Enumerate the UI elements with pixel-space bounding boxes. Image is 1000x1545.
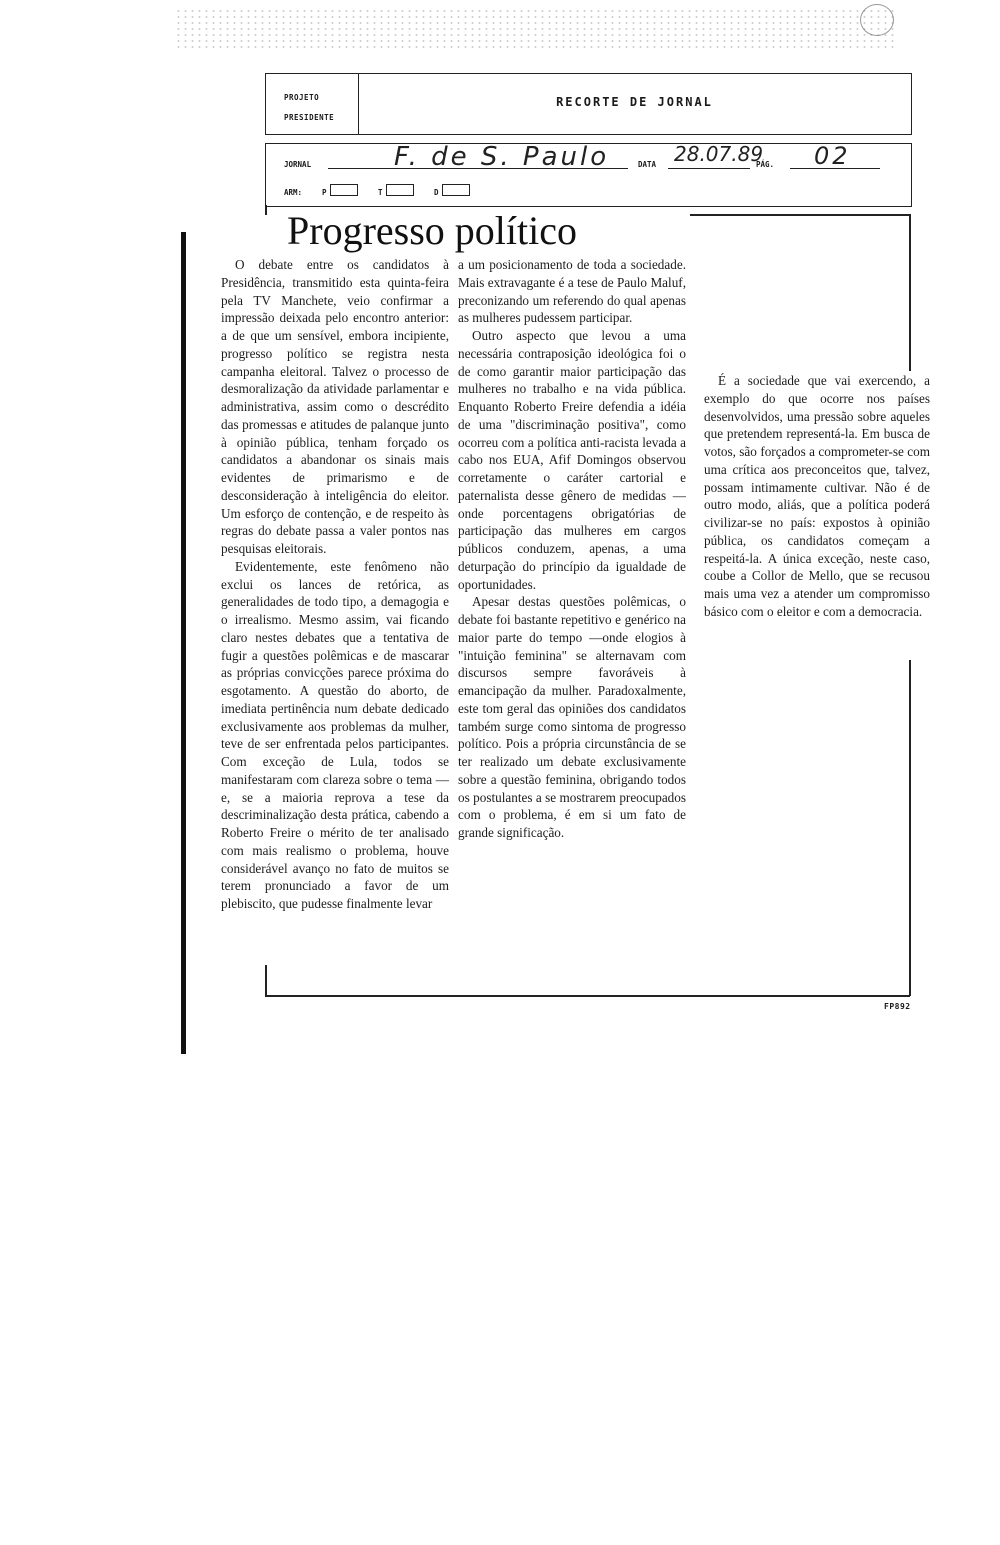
d-box bbox=[442, 184, 470, 196]
article-column-2 bbox=[458, 256, 686, 842]
meta-box bbox=[265, 143, 912, 207]
frame-right-upper bbox=[909, 214, 911, 371]
pag-label: PÁG. bbox=[756, 160, 775, 169]
article-column-1 bbox=[221, 256, 449, 913]
frame-left-top bbox=[265, 205, 267, 215]
presidente-label: PRESIDENTE bbox=[284, 113, 335, 122]
frame-top-right bbox=[690, 214, 910, 216]
article-column-3 bbox=[704, 372, 930, 621]
archive-stamp bbox=[860, 4, 894, 36]
paragraph: Evidentemente, este fenômeno não exclui os lances de retórica, as generalidades de todo tipo, a demagogia e o irrealismo. Mesmo assim, vai ficando claro nestes debates que a tentativa de fugir a questões polêmicas e de mascarar as próprias convicções parece próxima do esgotamento. A questão do aborto, de imediata pertinência num debate dedicado exclusivamente aos problemas da mulher, teve de ser enfrentada pelos participantes. Com exceção de Lula, todos se manifestaram com clareza sobre o tema —e, se a maioria reprova a tese da descriminalização desta prática, cabendo a Roberto Freire o mérito de ter analisado com mais realismo o problema, houve considerável avanço no fato de muitos se terem pronunciado a favor de um plebiscito, que pudesse finalmente levar bbox=[221, 558, 449, 911]
project-label bbox=[284, 88, 334, 128]
paragraph: Apesar destas questões polêmicas, o debate foi bastante repetitivo e genérico na maior parte do tempo —onde elogios à "intuição feminina" se alternavam com discursos sempre favoráveis à emancipação da mulher. Paradoxalmente, este tom geral das opiniões dos candidatos também surge como sintoma de progresso político. Pois a própria circunstância de se ter realizado um debate exclusivamente sobre a questão feminina, obrigando todos os postulantes a se mostrarem preocupados com o problema, é em si um fato de grande significação. bbox=[458, 594, 686, 840]
paragraph: a um posicionamento de toda a sociedade. Mais extravagante é a tese de Paulo Maluf, preconizando um referendo do qual apenas as mulheres pudessem participar. bbox=[458, 257, 686, 326]
recorte-title: RECORTE DE JORNAL bbox=[556, 95, 713, 109]
data-underline bbox=[668, 168, 750, 169]
pag-value: 02 bbox=[814, 142, 851, 170]
footer-code: FP892 bbox=[884, 1002, 911, 1011]
frame-left-bottom bbox=[265, 965, 267, 996]
paragraph: É a sociedade que vai exercendo, a exemplo do que ocorre nos países desenvolvidos, uma pressão sobre aqueles que pretendem representá-la. Em busca de votos, são forçados a comprometer-se com uma crítica aos preconceitos que, talvez, possam intimamente cultivar. Não é de outro modo, aliás, que a política poderá civilizar-se no país: expostos à opinião pública, os candidatos começam a respeitá-la. A única exceção, neste caso, coube a Collor de Mello, que se recusou mais uma vez a atender um compromisso básico com o eleitor e com a democracia. bbox=[704, 373, 930, 619]
frame-right-lower bbox=[909, 660, 911, 996]
data-label: DATA bbox=[638, 160, 657, 169]
jornal-label: JORNAL bbox=[284, 160, 312, 169]
arm-label: ARM: bbox=[284, 188, 303, 197]
projeto-label: PROJETO bbox=[284, 93, 320, 102]
header-box bbox=[265, 73, 912, 135]
scan-edge-bar bbox=[181, 232, 186, 1054]
t-label: T bbox=[378, 188, 383, 197]
frame-bottom bbox=[265, 995, 910, 997]
article-title: Progresso político bbox=[287, 208, 577, 253]
scan-noise bbox=[175, 8, 895, 48]
d-label: D bbox=[434, 188, 439, 197]
paragraph: O debate entre os candidatos à Presidência, transmitido esta quinta-feira pela TV Manchete, veio confirmar a impressão deixada pelo encontro anterior: a de que um sensível, embora incipiente, progresso político se registra nesta campanha eleitoral. Talvez o processo de desmoralização da atividade parlamentar e administrativa, assim como o descrédito das promessas e atitudes de palanque junto à opinião pública, tenham forçado os candidatos a abandonar os sinais mais evidentes de primarismo e de desconsideração à inteligência do eleitor. Um esforço de contenção, e de respeito às regras do debate passa a valer pontos nas pesquisas eleitorais. bbox=[221, 257, 449, 556]
paragraph: Outro aspecto que levou a uma necessária contraposição ideológica foi o de como garantir maior participação das mulheres no trabalho e na vida pública. Enquanto Roberto Freire defendia a idéia de uma "discriminação positiva", como ocorreu com a política anti-racista levada a cabo nos EUA, Afif Domingos observou corretamente o caráter cartorial e paternalista desse gênero de medidas —onde porcentagens obrigatórias de participação das mulheres em cargos públicos conduzem, apenas, a uma deturpação do princípio da igualdade de oportunidades. bbox=[458, 328, 686, 592]
p-label: P bbox=[322, 188, 327, 197]
data-value: 28.07.89 bbox=[674, 142, 764, 166]
t-box bbox=[386, 184, 414, 196]
jornal-value: F. de S. Paulo bbox=[394, 142, 610, 172]
p-box bbox=[330, 184, 358, 196]
